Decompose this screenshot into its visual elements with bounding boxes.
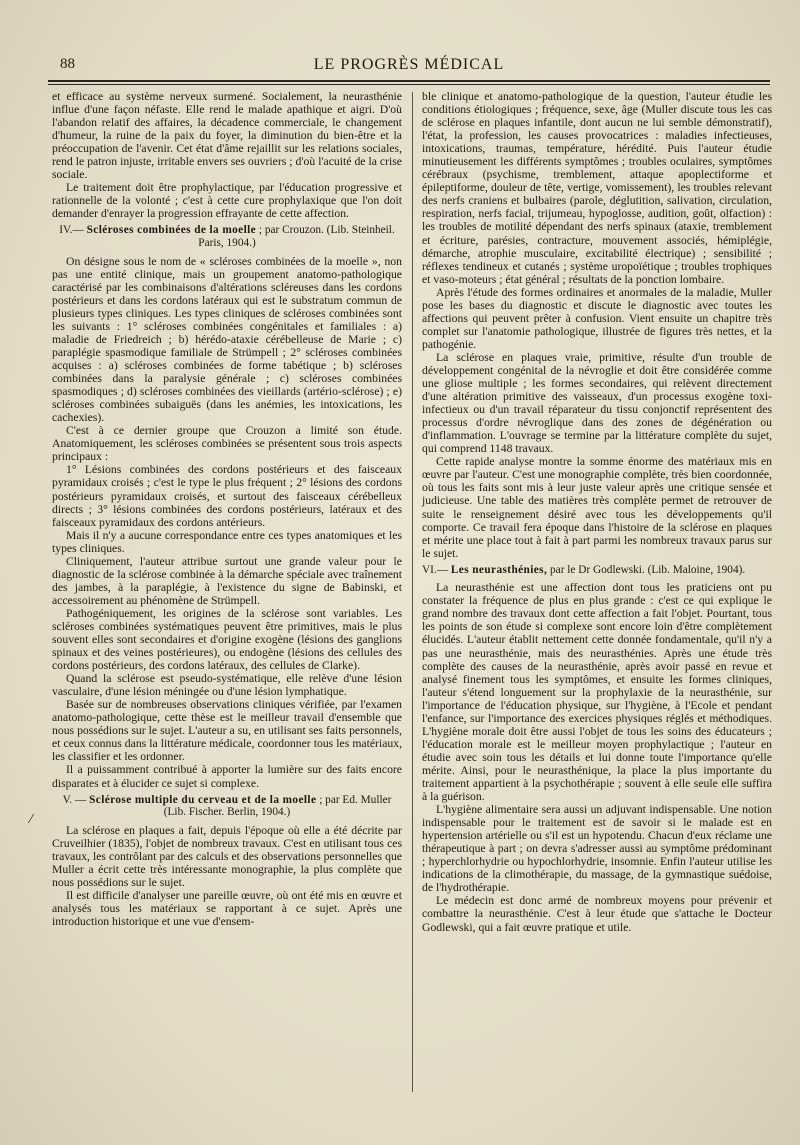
paragraph: Après l'étude des formes ordinaires et anormales de la maladie, Muller pose les bases du diagnostic et discute le diagnostic avec toutes les affections qui peuvent prêter à confusion. Vient ensuite un chapitre très complet sur l'anatomie pathologique, illustrée de figures très nettes, et la pathogénie. xyxy=(422,285,772,351)
paragraph: Il est difficile d'analyser une pareille œuvre, où ont été mis en œuvre et analysés tous les matériaux se rapportant à ce sujet. Après une introduction historique et une vue d'ensem- xyxy=(52,889,402,929)
section-heading-v xyxy=(52,794,402,819)
section-reference: ; par Crouzon. (Lib. Steinheil. Paris, 1904.) xyxy=(198,224,395,250)
header-rule xyxy=(48,80,770,82)
paragraph: Le médecin est donc armé de nombreux moyens pour prévenir et combattre la neurasthénie. C'est à leur étude que s'attache le Docteur Godlewski, qui a fait œuvre pratique et utile. xyxy=(422,894,772,934)
column-divider xyxy=(412,92,413,1092)
paragraph: Le traitement doit être prophylactique, par l'éducation progressive et rationnelle de la volonté ; c'est à cette cure prophylaxique que l'on doit demander d'enrayer la progression effrayante de cette affection. xyxy=(52,181,402,221)
paragraph: Mais il n'y a aucune correspondance entre ces types anatomiques et les types cliniques. xyxy=(52,528,402,555)
section-number: VI.— xyxy=(422,563,449,576)
paragraph: Quand la sclérose est pseudo-systématique, elle relève d'une lésion vasculaire, d'une lésion méningée ou d'une lésion lymphatique. xyxy=(52,672,402,699)
margin-mark: ⁄ xyxy=(30,812,33,826)
paragraph: Cliniquement, l'auteur attribue surtout une grande valeur pour le diagnostic de la sclérose combinée à la démarche spéciale avec traînement des jambes, à la paraplégie, à l'existence du signe de Babinski, et accessoirement au phénomène de Strümpell. xyxy=(52,554,402,607)
section-title: Sclérose multiple du cerveau et de la moelle xyxy=(89,793,317,806)
header-rule-thin xyxy=(48,84,770,85)
section-reference: ; par Ed. Muller (Lib. Fischer. Berlin, 1904.) xyxy=(163,793,392,819)
section-title: Les neurasthénies, xyxy=(450,563,548,576)
paragraph: La neurasthénie est une affection dont tous les praticiens ont pu constater la fréquence de plus en plus grande : c'est ce qui explique le grand nombre des travaux dont cette affection a fait l'objet. Pourtant, tous les points de son étude si complexe sont encore loin d'être complètement élucidés. L'auteur établit nettement cette donnée fondamentale, qu'il n'y a pas une neurasthénie, mais des neurasthénies. Après une étude très complète des causes de la neurasthénie, après avoir passé en revue et analysé finement tous les symptômes, et ensuite les formes cliniques, l'auteur s'étend longuement sur la prophylaxie de la neurasthénie, sur l'importance de l'éducation physique, sur l'hygiène, à l'Ecole et pendant l'enfance, sur l'importance des exercices physiques réglés et méthodiques. L'hygiène morale doit être aussi l'objet de tous les soins des éducateurs ; l'éducation morale est le meilleur moyen prophylactique ; l'auteur en étudie avec soin tous les détails et lui donne toute l'importance qu'elle mérite. Ainsi, pour le neurasthénique, la place la plus importante du traitement appartient à la psychothérapie ; souvent à elle seule elle suffira à la guérison. xyxy=(422,581,772,804)
paragraph: Basée sur de nombreuses observations cliniques vérifiée, par l'examen anatomo-pathologique, cette thèse est le meilleur travail d'ensemble que nous possédions sur le sujet. L'auteur a su, en utilisant ses faits personnels, et ceux connus dans la littérature médicale, coordonner tous les matériaux, les classifier et les ordonner. xyxy=(52,698,402,764)
section-reference: par le Dr Godlewski. (Lib. Maloine, 1904). xyxy=(550,563,746,576)
paragraph: Il a puissamment contribué à apporter la lumière sur des faits encore disparates et à élucider ce sujet si complexe. xyxy=(52,763,402,790)
paragraph: Pathogéniquement, les origines de la sclérose sont variables. Les scléroses combinées systématiques peuvent être primitives, mais le plus souvent elles sont secondaires et d'origine exogène (lésions des ganglions spinaux et des veines postérieures), ou endogène (lésions des cellules des cordons postérieurs, des cordons latéraux, des cellules de Clarke). xyxy=(52,606,402,673)
journal-title: LE PROGRÈS MÉDICAL xyxy=(313,56,505,73)
paragraph: C'est à ce dernier groupe que Crouzon a limité son étude. Anatomiquement, les scléroses combinées se présentent sous trois aspects principaux : xyxy=(52,424,402,464)
paragraph: 1° Lésions combinées des cordons postérieurs et des faisceaux pyramidaux croisés ; c'est le type le plus fréquent ; 2° lésions des cordons postérieurs pyramidaux croisés, et surtout des faisceaux cérébelleux directs ; 3° lésions combinées des cordons postérieurs, latéraux et des faisceaux pyramidaux des cordons antérieurs. xyxy=(52,463,402,529)
section-heading-iv xyxy=(52,224,402,249)
paragraph: et efficace au système nerveux surmené. Socialement, la neurasthénie influe d'une façon néfaste. Elle rend le malade apathique et aigri. D'où l'abandon relatif des affaires, la décadence commerciale, le changement d'humeur, la ruine de la paix du foyer, la diminution du bien-être et la préoccupation de l'avenir. Cet état d'âme rejaillit sur les relations sociales, rend le patron injuste, irritable envers ses ouvriers ; d'où l'acuité de la crise sociale. xyxy=(52,90,402,182)
paragraph: Cette rapide analyse montre la somme énorme des matériaux mis en œuvre par l'auteur. C'est une monographie complète, très bien coordonnée, où tous les faits sont mis à leur juste valeur après une critique sensée et judicieuse. Une table des matières très complète permet de retrouver de suite le renseignement désiré avec tous les développements qu'il comporte. Ce travail fera époque dans l'histoire de la sclérose en plaques et mérite une place tout à fait à part parmi les nombreux travaux parus sur le sujet. xyxy=(422,455,772,560)
paragraph: La sclérose en plaques a fait, depuis l'époque où elle a été décrite par Cruveilhier (1835), l'objet de nombreux travaux. C'est en utilisant tous ces travaux, les contrôlant par des calculs et des observations personnelles que Muller a écrit cette très intéressante monographie, la plus complète que nous possédions sur le sujet. xyxy=(52,823,402,889)
left-column xyxy=(52,90,402,928)
right-column xyxy=(422,90,772,934)
section-number: IV.— xyxy=(59,224,84,237)
section-title: Scléroses combinées de la moelle xyxy=(86,224,257,237)
section-number: V. — xyxy=(62,793,87,806)
page-number: 88 xyxy=(60,56,75,72)
paragraph: On désigne sous le nom de « scléroses combinées de la moelle », non pas une entité clinique, mais un groupement anatomo-pathologique caractérisé par les combinaisons d'altérations scléreuses dans les cordons postérieurs et dans les cordons latéraux qui est le substratum commun de plusieurs types cliniques. Les types cliniques de scléroses combinées sont les suivants : 1° scléroses combinées congénitales et familiales : a) maladie de Friedreich ; b) hérédo-ataxie cérébelleuse de Marie ; c) paraplégie spasmodique familiale de Strümpell ; 2° scléroses combinées acquises : a) scléroses combinées de forme tabétique ; b) scléroses combinées dans la paralysie générale ; c) scléroses combinées spasmodiques ; d) scléroses combinées des vieillards (artério-sclérose) ; e) scléroses combinées subaiguës (dans les anémies, les intoxications, les cachexies). xyxy=(52,254,402,425)
paragraph: La sclérose en plaques vraie, primitive, résulte d'un trouble de développement congénital de la névroglie et doit être considérée comme une gliose multiple ; les formes secondaires, qui relèvent directement d'une altération primitive des vaisseaux, d'un processus exogène toxi-infectieux ou d'un travail réparateur du tissu conjonctif représentent des processus d'ordre névroglique dans des zones de dégénération ou d'inflammation. L'ouvrage se termine par la littérature complète du sujet, qui comprend 1148 travaux. xyxy=(422,350,772,456)
paragraph: ble clinique et anatomo-pathologique de la question, l'auteur étudie les conditions étiologiques ; fréquence, sexe, âge (Muller discute tous les cas de sclérose en plaques infantile, dont aucun ne lui semble démonstratif), l'état, la profession, les causes provocatrices : maladies infectieuses, intoxications, traumas, température, hérédité. Puis l'auteur étudie minutieusement les différents symptômes ; troubles oculaires, symptômes cérébraux (psychisme, tremblement, attaque apoplectiforme et épileptiforme, douleur de tête, vertige, vomissement), les troubles relevant des nerfs craniens et bulbaires (parole, déglutition, salivation, circulation, respiration, nerfs facial, trijumeau, hypoglosse, audition, goût, olfaction) : les troubles de motilité dépendant des nerfs spinaux (ataxie, tremblement et écriture, parésies, contracture, mouvement associés, hémiplégie, démarche, atrophie musculaire, excitabilité électrique) ; sensibilité ; réflexes tendineux et cutanés ; système uropoïétique ; troubles trophiques et vaso-moteurs ; état général ; résultats de la ponction lombaire. xyxy=(422,90,772,286)
section-heading-vi xyxy=(422,564,772,577)
page-header xyxy=(48,56,770,78)
paragraph: L'hygiène alimentaire sera aussi un adjuvant indispensable. Une notion indispensable pour le traitement est de savoir si le malade est en hypertension artérielle ou s'il est un hypotendu. Chacun d'eux réclame une thérapeutique à part ; on devra s'adresser aussi au symptôme prédominant ; hyperchlorhydrie ou hypochlorhydrie, insomnie. Enfin l'auteur utilise les indications de la climothérapie, du massage, de la gymnastique suédoise, de l'hydrothérapie. xyxy=(422,803,772,895)
